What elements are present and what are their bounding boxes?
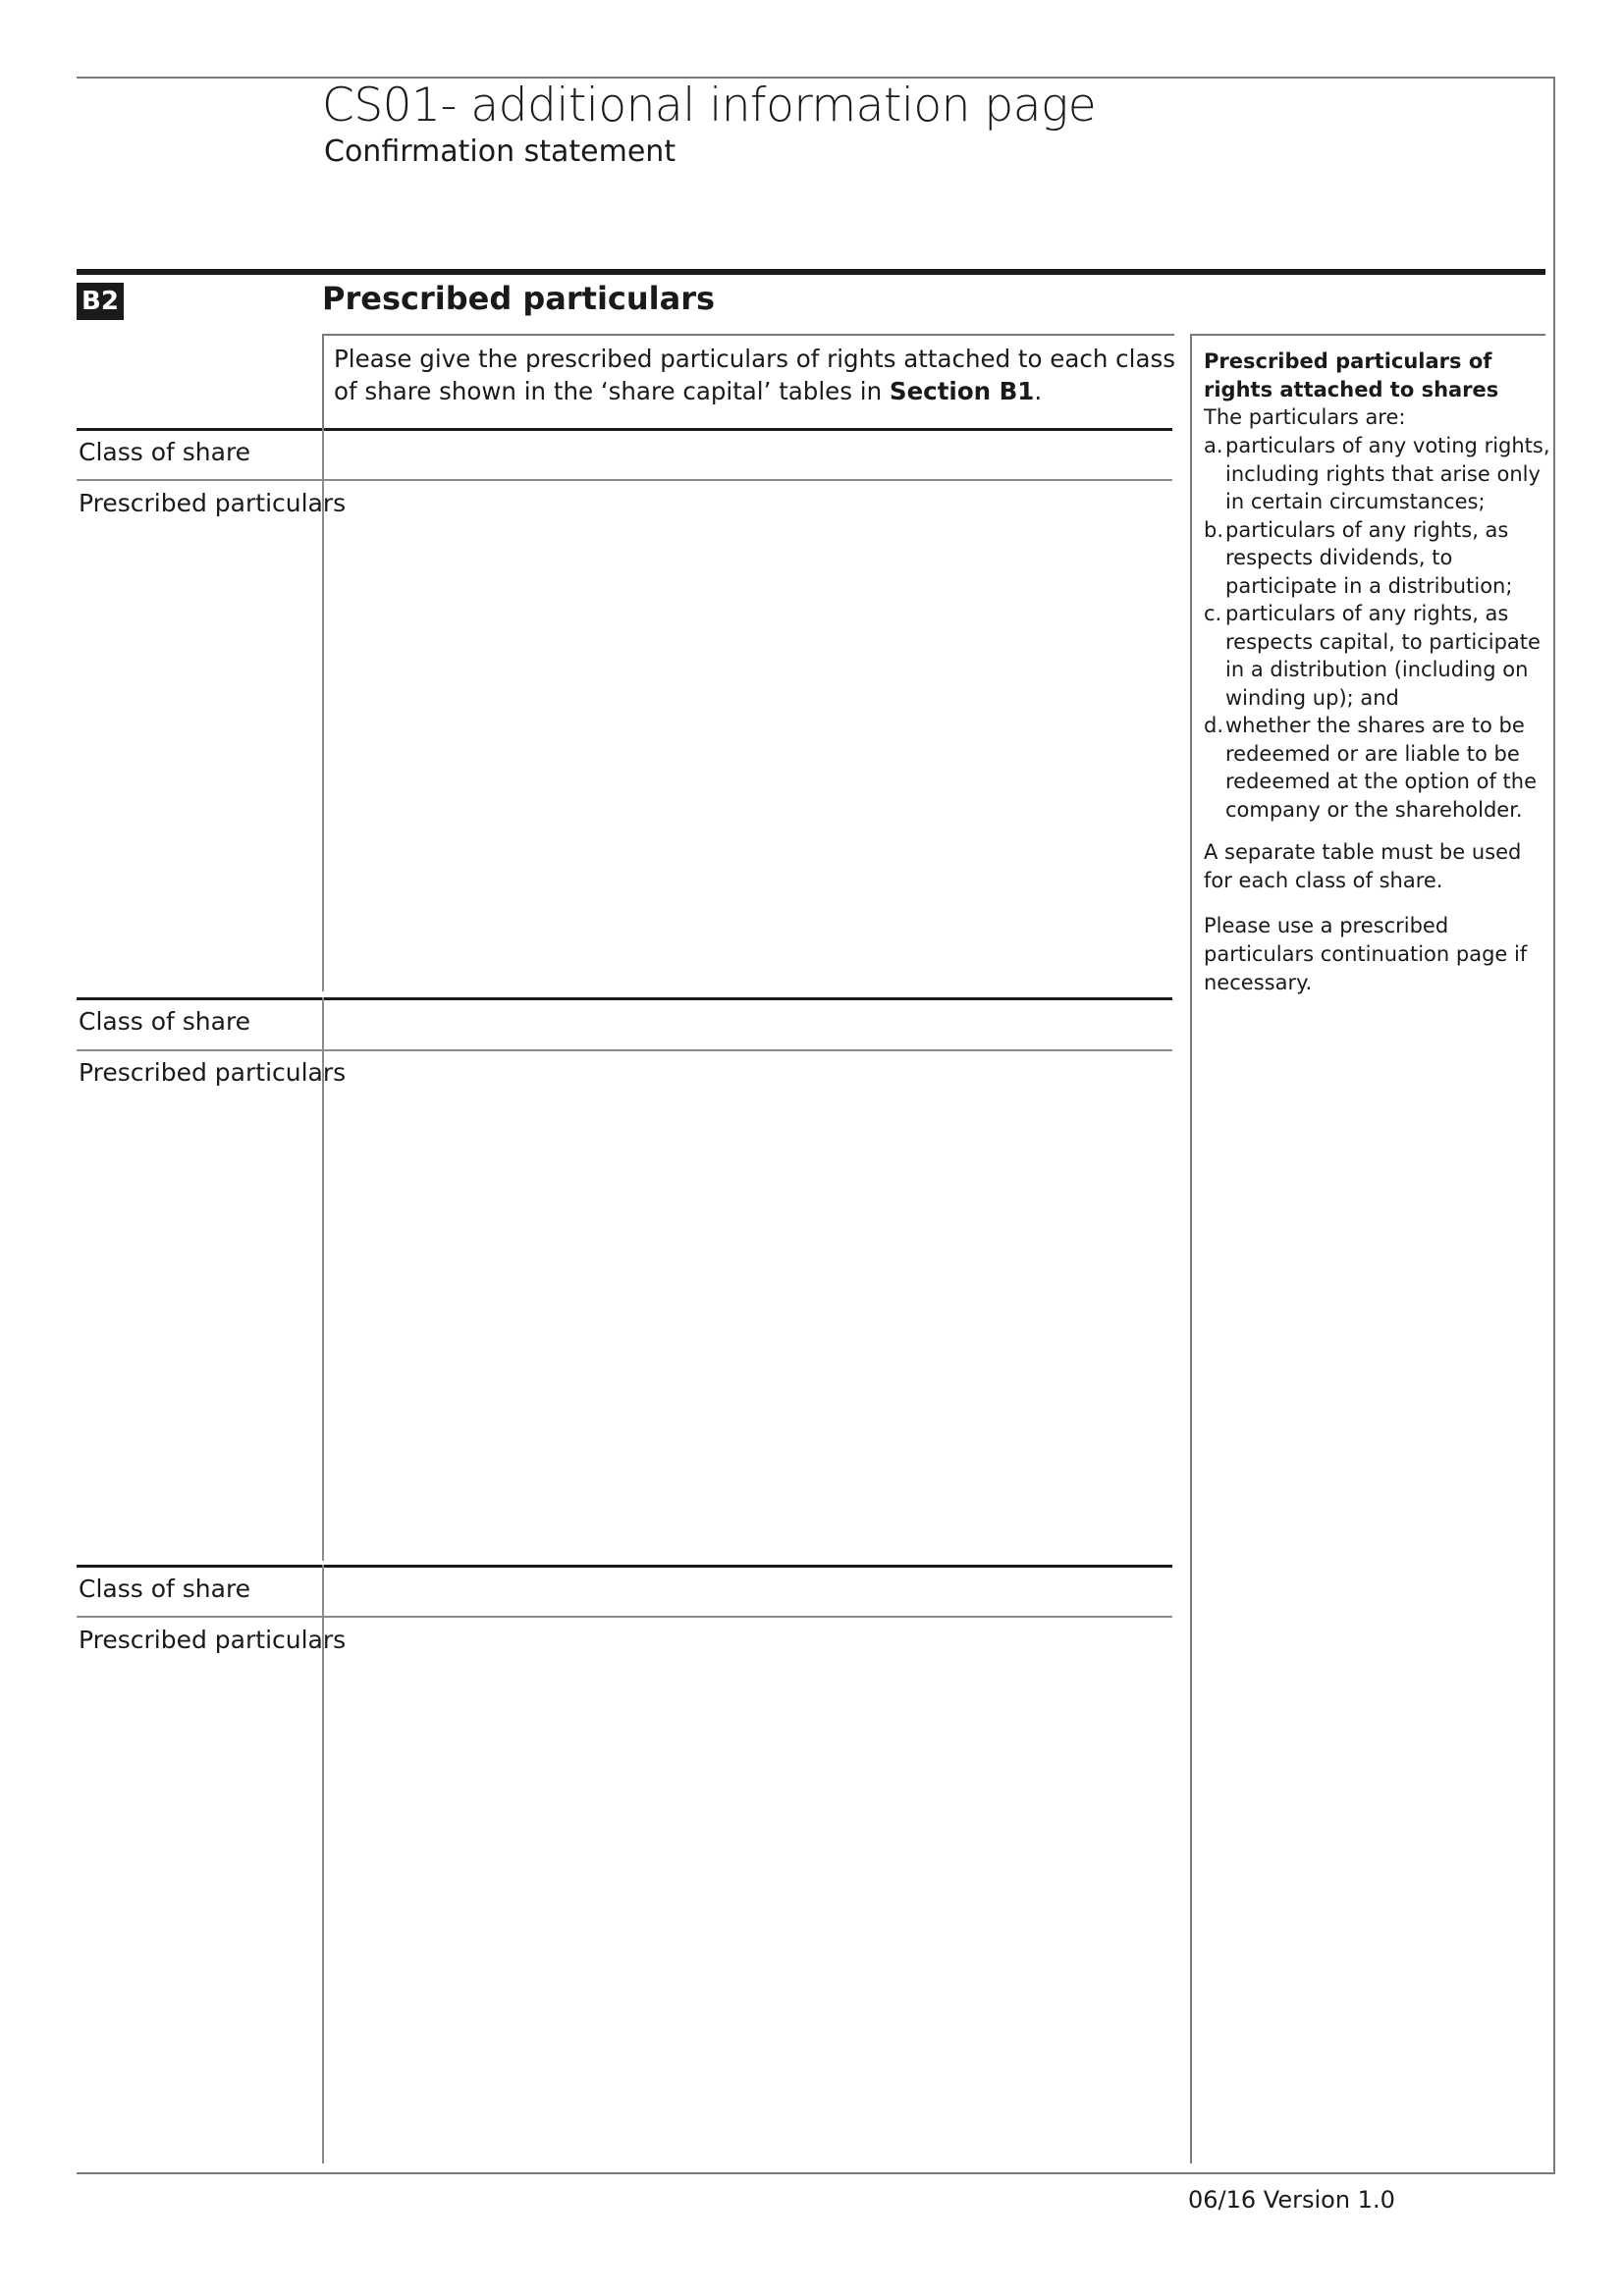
section-title: Prescribed particulars	[322, 280, 716, 317]
intro-text-start: Please give the prescribed particulars of rights attached to each class of share shown in the ‘share capital’ tables in	[334, 345, 1175, 405]
prescribed-particulars-label-3: Prescribed particulars	[79, 1626, 347, 1654]
guidance-intro: The particulars are:	[1204, 405, 1406, 429]
prescribed-particulars-field-1[interactable]	[326, 485, 1170, 986]
page-title: CS01- additional information page	[322, 79, 1097, 133]
guidance-list-item	[1204, 712, 1553, 824]
guidance-list-item	[1204, 432, 1553, 516]
class-of-share-field-3[interactable]	[326, 1571, 1170, 1616]
block-2-row-divider	[77, 1049, 1172, 1051]
block-2-field-border	[322, 997, 324, 1561]
guidance-list-item	[1204, 600, 1553, 712]
list-text: particulars of any rights, as respects dividends, to participate in a distribution;	[1225, 517, 1513, 598]
list-text: particulars of any rights, as respects capital, to participate in a distribution (including on winding up); and	[1225, 602, 1541, 710]
list-text: whether the shares are to be redeemed or are liable to be redeemed at the option of the company or the shareholder.	[1225, 714, 1538, 822]
intro-section-ref: Section B1	[889, 377, 1035, 405]
class-of-share-label-3: Class of share	[79, 1575, 251, 1603]
block-3-top-rule	[77, 1565, 1172, 1568]
class-of-share-field-1[interactable]	[326, 434, 1170, 479]
block-1-top-rule	[77, 428, 1172, 431]
class-of-share-field-2[interactable]	[326, 1003, 1170, 1048]
page-frame-right	[1553, 77, 1555, 2174]
block-3-field-border	[322, 1565, 324, 2163]
block-3-row-divider	[77, 1616, 1172, 1618]
prescribed-particulars-label-1: Prescribed particulars	[79, 489, 347, 517]
guidance-note-separate-table: A separate table must be used for each class of share.	[1204, 840, 1522, 892]
guidance-box-border	[1190, 334, 1192, 2163]
list-letter: b.	[1204, 517, 1224, 542]
prescribed-particulars-field-3[interactable]	[326, 1622, 1170, 2160]
guidance-heading: Prescribed particulars of rights attached to shares	[1204, 349, 1499, 401]
prescribed-particulars-field-2[interactable]	[326, 1055, 1170, 1556]
list-letter: d.	[1204, 714, 1224, 737]
version-footer: 06/16 Version 1.0	[1188, 2186, 1395, 2214]
page-frame-bottom	[77, 2172, 1555, 2174]
block-1-row-divider	[77, 479, 1172, 481]
block-1-field-border	[322, 428, 324, 991]
class-of-share-label-2: Class of share	[79, 1007, 251, 1036]
list-letter: c.	[1204, 602, 1222, 625]
block-2-top-rule	[77, 997, 1172, 1000]
list-letter: a.	[1204, 434, 1223, 457]
list-text: particulars of any voting rights, including rights that arise only in certain circumstances;	[1225, 434, 1550, 513]
guidance-box-top	[1190, 334, 1545, 336]
page-subtitle: Confirmation statement	[324, 134, 677, 169]
guidance-list-item	[1204, 516, 1553, 601]
intro-text-end: .	[1034, 377, 1043, 405]
intro-text	[334, 343, 1178, 407]
prescribed-particulars-label-2: Prescribed particulars	[79, 1058, 347, 1087]
class-of-share-label-1: Class of share	[79, 438, 251, 466]
guidance-list	[1204, 432, 1553, 824]
section-divider	[77, 269, 1545, 275]
section-badge: B2	[77, 283, 124, 320]
guidance-note-continuation: Please use a prescribed particulars continuation page if necessary.	[1204, 914, 1528, 994]
